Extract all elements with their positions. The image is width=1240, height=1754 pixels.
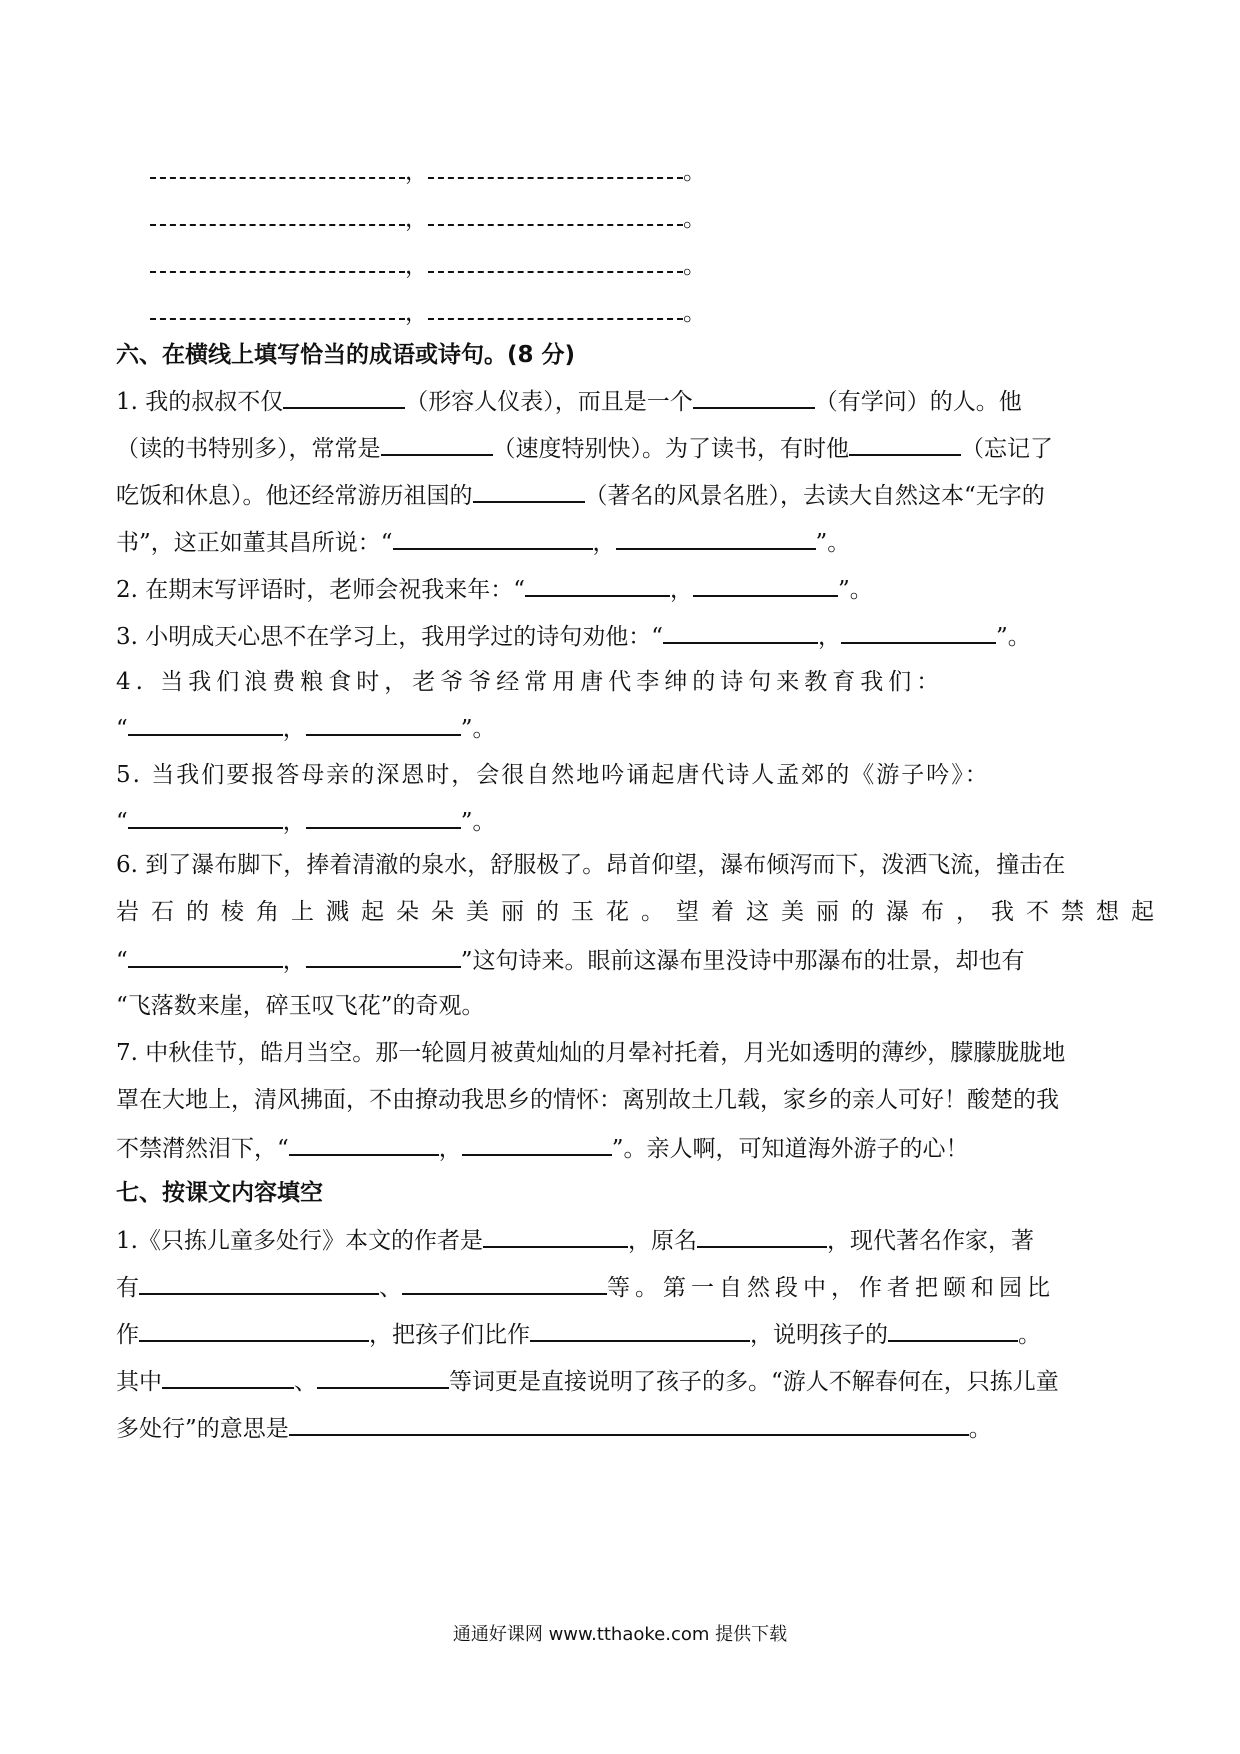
question-4-line: “ ， ”。 — [116, 712, 1146, 744]
answer-blank[interactable] — [525, 573, 670, 597]
answer-blank[interactable] — [381, 432, 493, 456]
answer-blank[interactable] — [483, 1224, 628, 1248]
fill-row: ， 。 — [150, 296, 706, 328]
answer-blank[interactable] — [428, 202, 683, 226]
question-7-line: 7. 中秋佳节，皓月当空。那一轮圆月被黄灿灿的月晕衬托着，月光如透明的薄纱，朦朦胧胧地 — [116, 1040, 1066, 1066]
question-2: 2. 在期末写评语时，老师会祝我来年：“ ， ”。 — [116, 573, 1146, 605]
question-1-line: 书”，这正如董其昌所说：“ ， ”。 — [116, 526, 1146, 558]
fill-row: ， 。 — [150, 249, 706, 281]
answer-blank[interactable] — [428, 155, 683, 179]
answer-blank[interactable] — [849, 432, 961, 456]
answer-blank[interactable] — [697, 1224, 827, 1248]
section-6-title: 六、在横线上填写恰当的成语或诗句。(8 分) — [116, 342, 576, 368]
answer-blank[interactable] — [462, 1132, 612, 1156]
answer-blank[interactable] — [306, 805, 461, 829]
answer-blank[interactable] — [473, 479, 585, 503]
answer-blank[interactable] — [150, 296, 405, 320]
question-5-line: “ ， ”。 — [116, 805, 1146, 837]
section-7-title: 七、按课文内容填空 — [116, 1180, 323, 1206]
answer-blank[interactable] — [150, 202, 405, 226]
answer-blank[interactable] — [150, 155, 405, 179]
question-6-line: “飞落数来崖，碎玉叹飞花”的奇观。 — [116, 993, 485, 1019]
question-6-line: 岩石的棱角上溅起朵朵美丽的玉花。望着这美丽的瀑布，我不禁想起 — [116, 899, 1166, 925]
answer-blank[interactable] — [283, 385, 405, 409]
answer-blank[interactable] — [530, 1318, 750, 1342]
question-4-line: 4. 当我们浪费粮食时，老爷爷经常用唐代李绅的诗句来教育我们： — [116, 669, 945, 695]
section-7-line: 1.《只拣儿童多处行》本文的作者是 ，原名 ，现代著名作家，著 — [116, 1224, 1146, 1256]
answer-blank[interactable] — [888, 1318, 1018, 1342]
answer-blank[interactable] — [306, 944, 461, 968]
question-3: 3. 小明成天心思不在学习上，我用学过的诗句劝他：“ ， ”。 — [116, 620, 1146, 652]
question-5-line: 5. 当我们要报答母亲的深恩时，会很自然地吟诵起唐代诗人孟郊的《游子吟》： — [116, 762, 990, 788]
answer-blank[interactable] — [693, 385, 815, 409]
answer-blank[interactable] — [693, 573, 838, 597]
answer-blank[interactable] — [663, 620, 818, 644]
section-7-line: 作 ，把孩子们比作 ，说明孩子的 。 — [116, 1318, 1146, 1350]
answer-blank[interactable] — [139, 1318, 369, 1342]
answer-blank[interactable] — [128, 805, 283, 829]
answer-blank[interactable] — [428, 296, 683, 320]
fill-row: ， 。 — [150, 155, 706, 187]
answer-blank[interactable] — [150, 249, 405, 273]
question-1-line: 吃饭和休息）。他还经常游历祖国的 （著名的风景名胜），去读大自然这本“无字的 — [116, 479, 1146, 511]
answer-blank[interactable] — [289, 1412, 969, 1436]
answer-blank[interactable] — [128, 944, 283, 968]
answer-blank[interactable] — [317, 1365, 449, 1389]
question-6-line: 6. 到了瀑布脚下，捧着清澈的泉水，舒服极了。昂首仰望，瀑布倾泻而下，泼洒飞流，撞击在 — [116, 852, 1066, 878]
question-1-line: 1. 我的叔叔不仅 （形容人仪表），而且是一个 （有学问）的人。他 — [116, 385, 1146, 417]
page-footer: 通通好课网 www.tthaoke.com 提供下载 — [452, 1624, 788, 1645]
question-7-line: 罩在大地上，清风拂面，不由撩动我思乡的情怀：离别故土几载，家乡的亲人可好！酸楚的我 — [116, 1087, 1059, 1113]
answer-blank[interactable] — [393, 526, 593, 550]
question-6-line: “ ， ”这句诗来。眼前这瀑布里没诗中那瀑布的壮景，却也有 — [116, 944, 1146, 976]
answer-blank[interactable] — [139, 1271, 379, 1295]
question-1-line: （读的书特别多），常常是 （速度特别快）。为了读书，有时他 （忘记了 — [116, 432, 1146, 464]
answer-blank[interactable] — [428, 249, 683, 273]
question-7-line: 不禁潸然泪下，“ ， ”。亲人啊，可知道海外游子的心！ — [116, 1132, 1146, 1164]
answer-blank[interactable] — [128, 712, 283, 736]
answer-blank[interactable] — [841, 620, 996, 644]
section-7-line: 其中 、 等词更是直接说明了孩子的多。“游人不解春何在，只拣儿童 — [116, 1365, 1146, 1397]
answer-blank[interactable] — [162, 1365, 294, 1389]
answer-blank[interactable] — [402, 1271, 607, 1295]
answer-blank[interactable] — [289, 1132, 439, 1156]
answer-blank[interactable] — [306, 712, 461, 736]
section-7-line: 有 、 等。第一自然段中，作者把颐和园比 — [116, 1271, 1146, 1303]
fill-row: ， 。 — [150, 202, 706, 234]
answer-blank[interactable] — [616, 526, 816, 550]
section-7-line: 多处行”的意思是 。 — [116, 1412, 1146, 1444]
